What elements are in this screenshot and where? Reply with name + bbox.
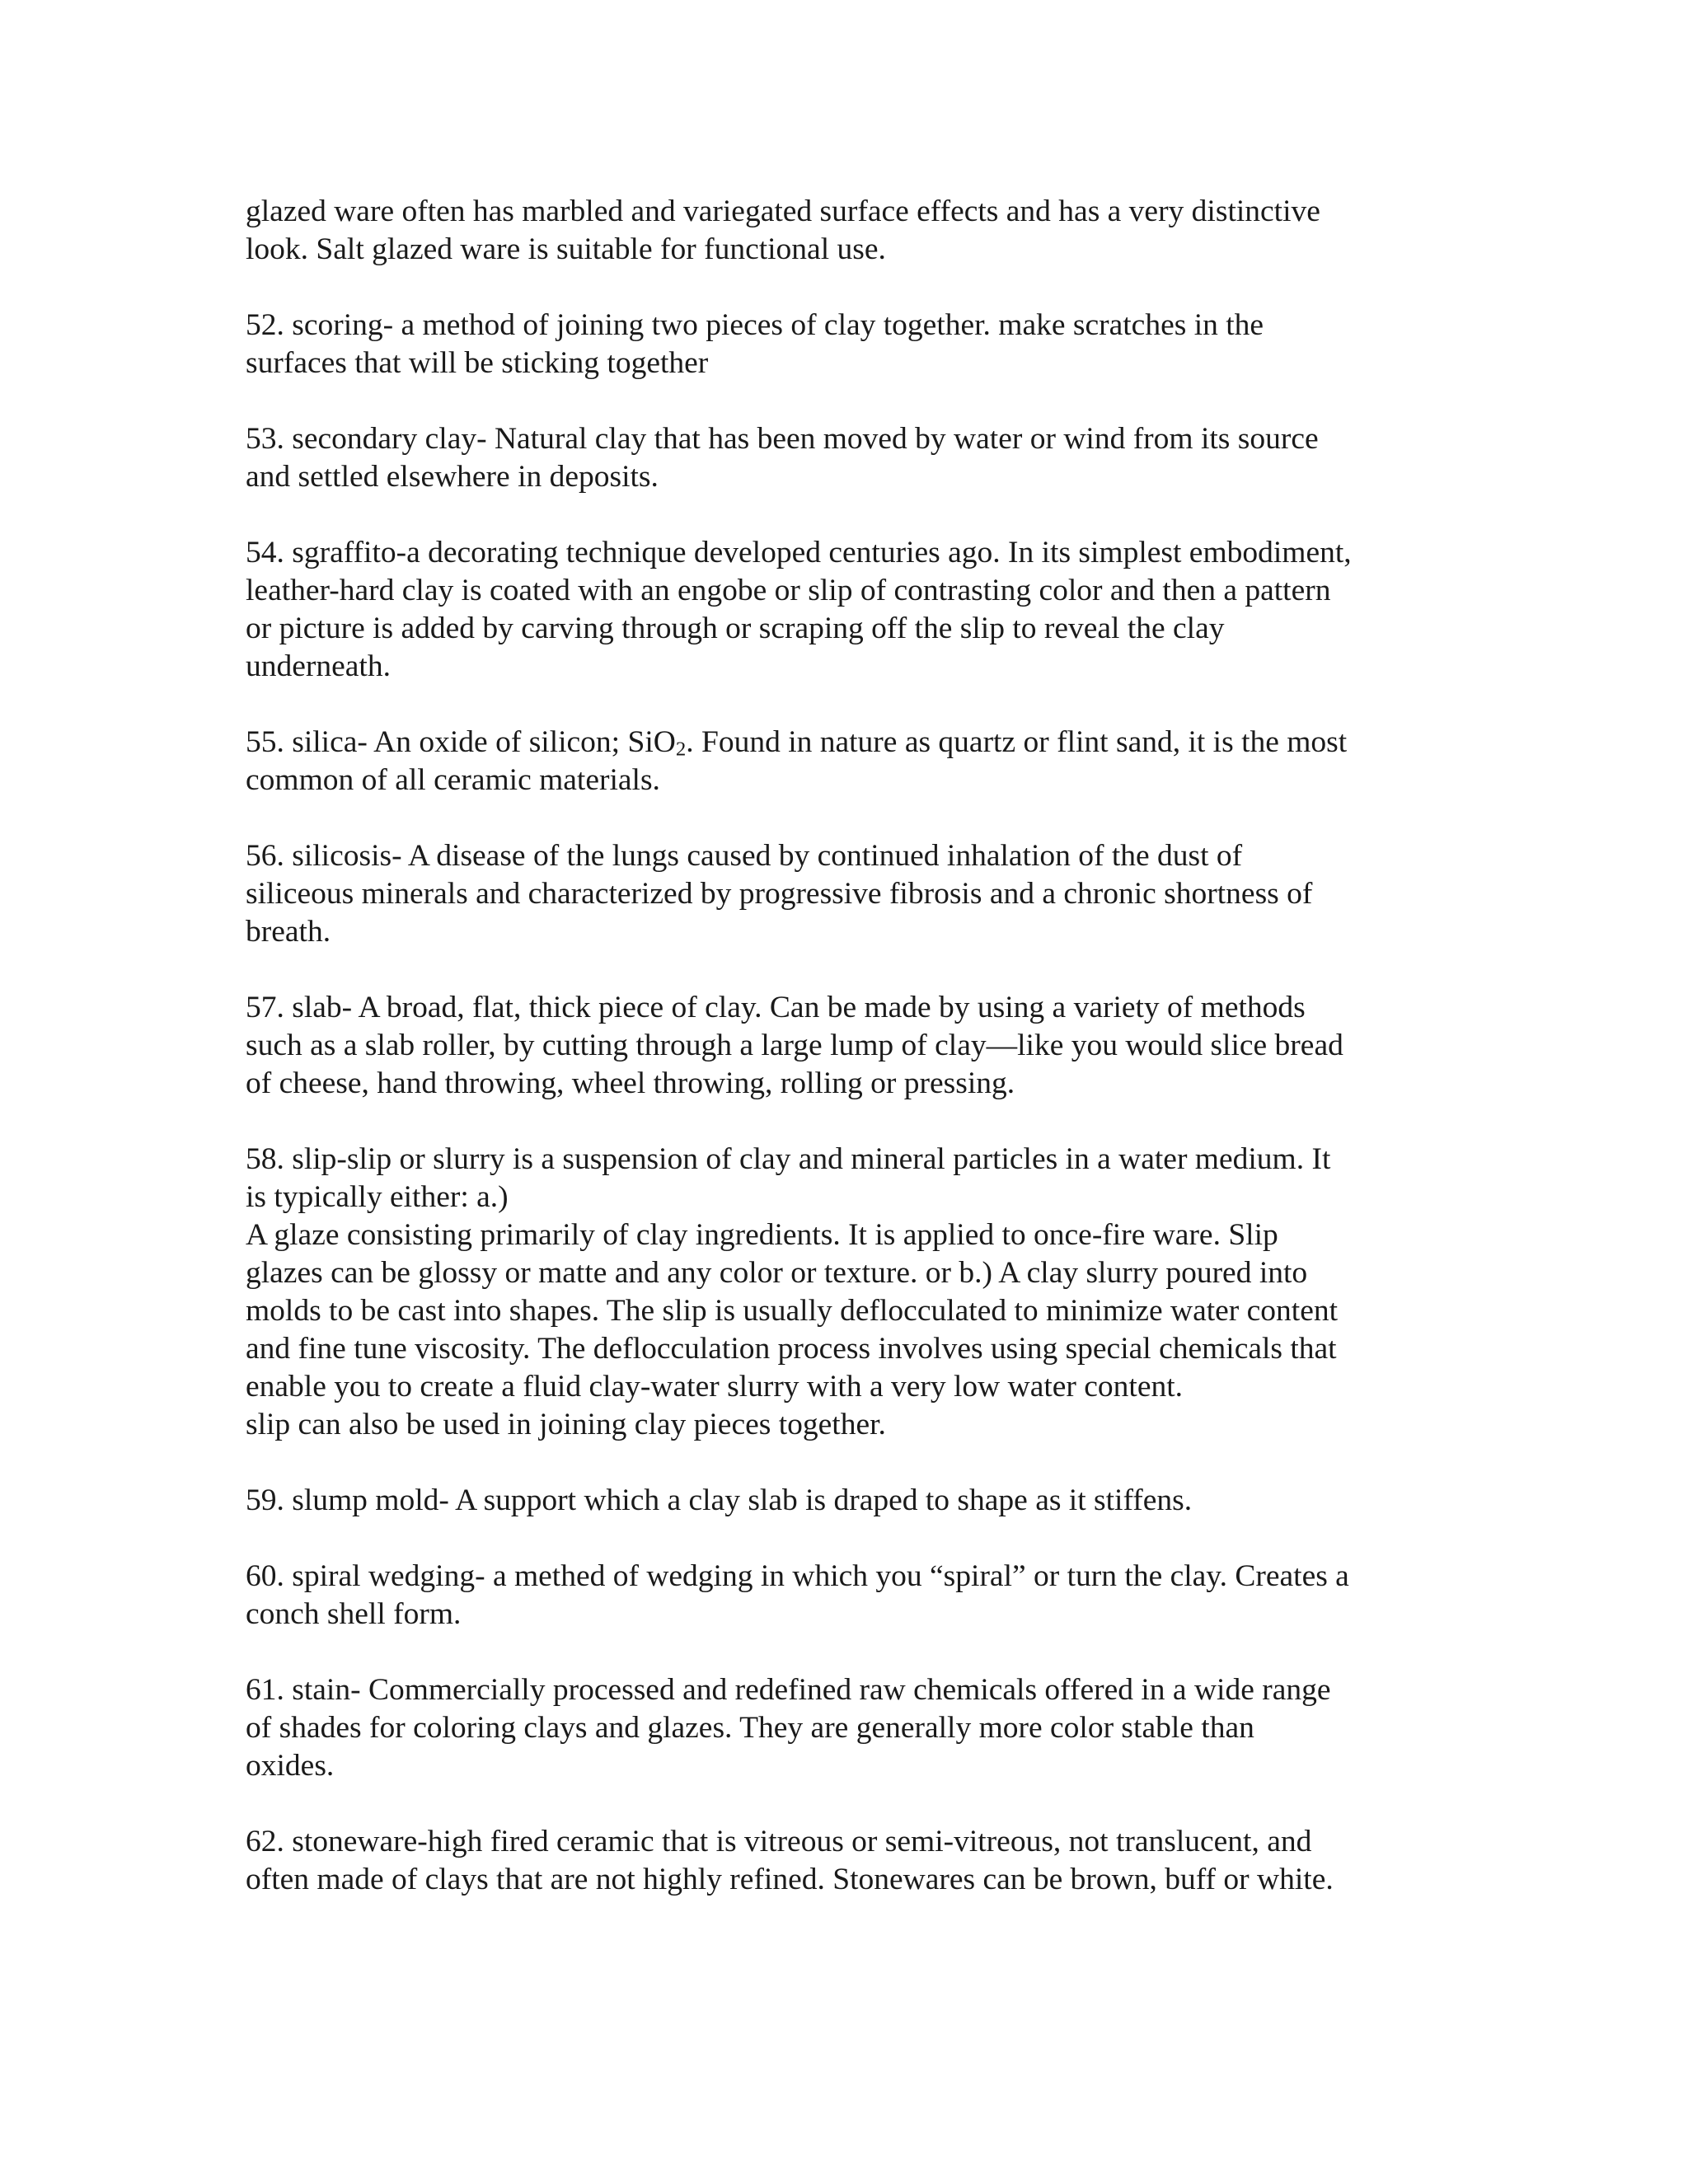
glossary-entry-stain (246, 1671, 1449, 1785)
text-line: siliceous minerals and characterized by progressive fibrosis and a chronic shortness of (246, 877, 1313, 911)
text-line: 61. stain- Commercially processed and redefined raw chemicals offered in a wide range (246, 1673, 1331, 1707)
text-line: or picture is added by carving through or scraping off the slip to reveal the clay (246, 612, 1225, 645)
text-line: 54. sgraffito-a decorating technique developed centuries ago. In its simplest embodiment, (246, 536, 1352, 569)
glossary-entry-spiral-wedging (246, 1558, 1449, 1633)
text-line: 56. silicosis- A disease of the lungs caused by continued inhalation of the dust of (246, 839, 1243, 873)
text-line: glazed ware often has marbled and variegated surface effects and has a very distinctive (246, 194, 1320, 228)
text-line: common of all ceramic materials. (246, 763, 660, 797)
glossary-entry-sgraffito (246, 534, 1449, 686)
text-line: and settled elsewhere in deposits. (246, 460, 659, 494)
glossary-text (246, 193, 1449, 1899)
text-line: 57. slab- A broad, flat, thick piece of clay. Can be made by using a variety of methods (246, 991, 1306, 1024)
text-line: 59. slump mold- A support which a clay slab is draped to shape as it stiffens. (246, 1483, 1193, 1517)
glossary-entry-secondary-clay (246, 420, 1449, 496)
text-line: 60. spiral wedging- a methed of wedging in which you “spiral” or turn the clay. Creates a (246, 1559, 1349, 1593)
paragraph-intro (246, 193, 1449, 269)
text-line: underneath. (246, 649, 391, 683)
text-line: glazes can be glossy or matte and any color or texture. or b.) A clay slurry poured into (246, 1256, 1308, 1290)
text-line: 58. slip-slip or slurry is a suspension of clay and mineral particles in a water medium. It (246, 1142, 1331, 1176)
text-line: A glaze consisting primarily of clay ingredients. It is applied to once-fire ware. Slip (246, 1218, 1278, 1252)
glossary-entry-silica (246, 724, 1449, 799)
text-line: 52. scoring- a method of joining two pieces of clay together. make scratches in the (246, 308, 1264, 342)
glossary-entry-slump-mold (246, 1482, 1449, 1520)
text-line: enable you to create a fluid clay-water slurry with a very low water content. (246, 1370, 1184, 1404)
text-line: surfaces that will be sticking together (246, 346, 709, 380)
text-line: conch shell form. (246, 1597, 462, 1631)
glossary-entry-stoneware (246, 1823, 1449, 1899)
text-line: oxides. (246, 1749, 335, 1783)
text-line: leather-hard clay is coated with an engobe or slip of contrasting color and then a pattern (246, 574, 1331, 607)
text-line: is typically either: a.) (246, 1180, 509, 1214)
text-line: and fine tune viscosity. The deflocculation process involves using special chemicals that (246, 1332, 1337, 1366)
text-line (246, 724, 1449, 762)
glossary-entry-scoring (246, 307, 1449, 382)
glossary-entry-slab (246, 989, 1449, 1103)
text-line: often made of clays that are not highly refined. Stonewares can be brown, buff or white. (246, 1863, 1334, 1896)
text-line: of shades for coloring clays and glazes. They are generally more color stable than (246, 1711, 1254, 1745)
text-line: look. Salt glazed ware is suitable for functional use. (246, 232, 886, 266)
text-line: 53. secondary clay- Natural clay that has been moved by water or wind from its source (246, 422, 1319, 456)
text-line: of cheese, hand throwing, wheel throwing, rolling or pressing. (246, 1066, 1015, 1100)
glossary-entry-slip (246, 1141, 1449, 1444)
text-line: molds to be cast into shapes. The slip is usually deflocculated to minimize water content (246, 1294, 1339, 1328)
text-line: slip can also be used in joining clay pieces together. (246, 1408, 886, 1441)
text-fragment: 55. silica- An oxide of silicon; SiO (246, 725, 676, 759)
text-line: 62. stoneware-high fired ceramic that is vitreous or semi-vitreous, not translucent, and (246, 1825, 1312, 1858)
text-line: breath. (246, 915, 331, 949)
subscript: 2 (675, 738, 687, 761)
text-fragment: . Found in nature as quartz or flint sand, it is the most (686, 725, 1348, 759)
glossary-entry-silicosis (246, 837, 1449, 951)
text-line: such as a slab roller, by cutting through a large lump of clay—like you would slice bread (246, 1029, 1343, 1062)
